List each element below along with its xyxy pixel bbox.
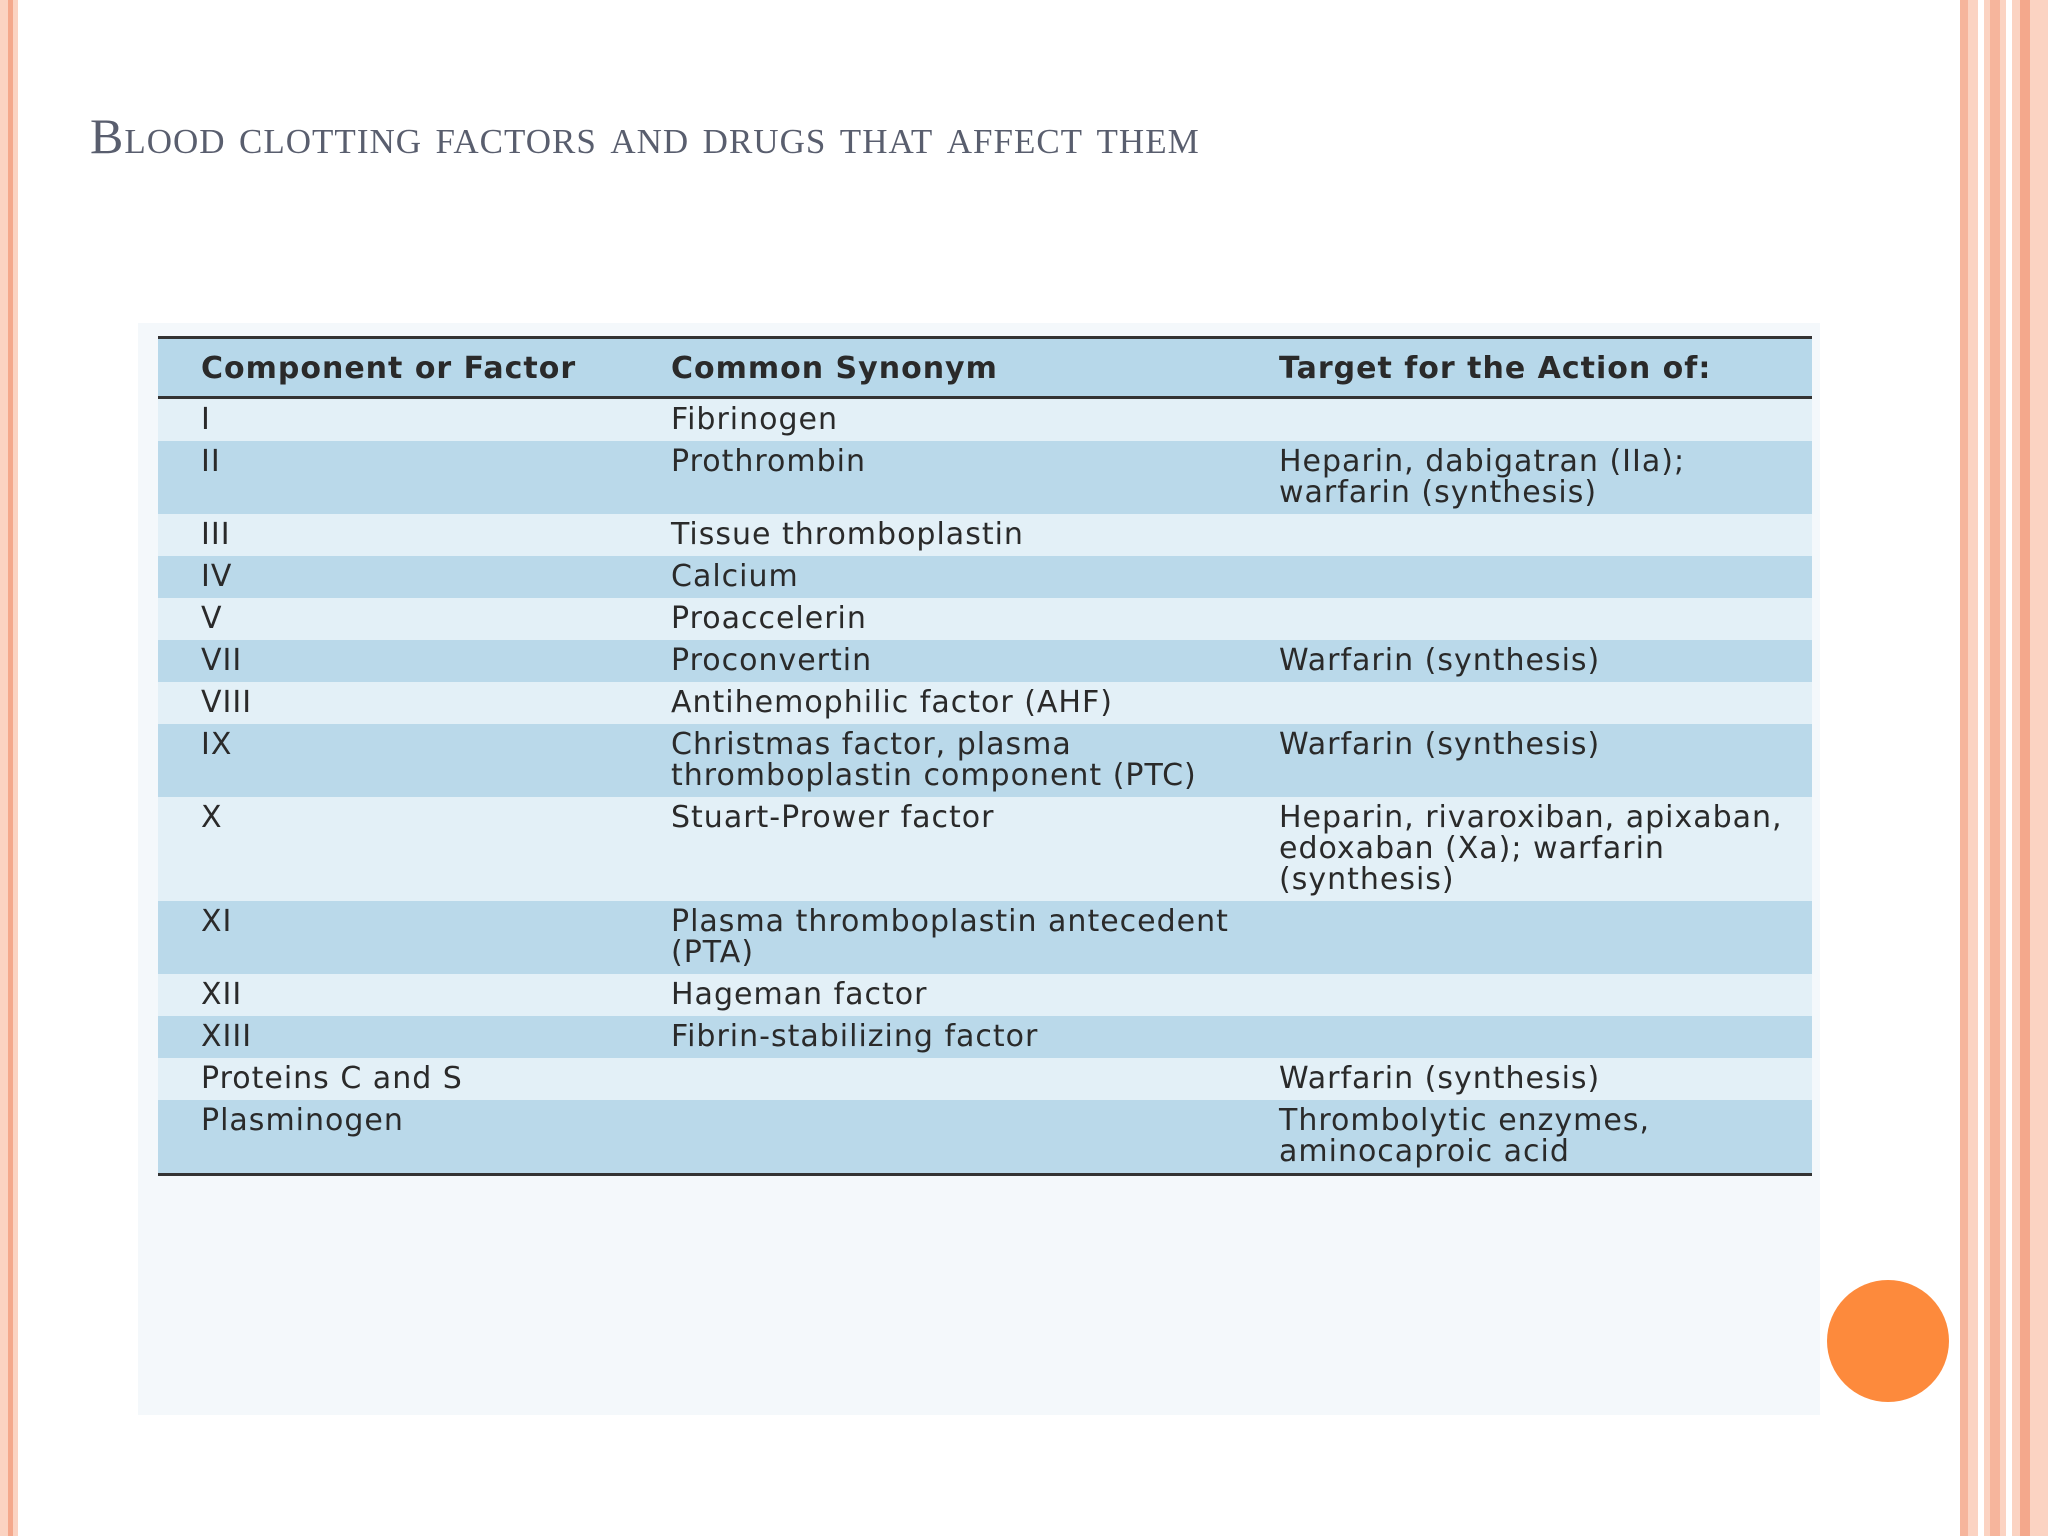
table-cell-component: III	[158, 514, 628, 556]
table-row	[158, 1100, 1812, 1175]
table-cell-target: Warfarin (synthesis)	[1236, 1058, 1812, 1100]
table-row	[158, 797, 1812, 901]
table-cell-synonym	[628, 1058, 1236, 1100]
table-cell-target	[1236, 556, 1812, 598]
table-cell-component: IV	[158, 556, 628, 598]
left-decorative-border	[0, 0, 18, 1536]
table-cell-target	[1236, 682, 1812, 724]
table-cell-target	[1236, 514, 1812, 556]
table-cell-synonym: Antihemophilic factor (AHF)	[628, 682, 1236, 724]
table-cell-synonym: Tissue thromboplastin	[628, 514, 1236, 556]
table-row	[158, 398, 1812, 442]
table-cell-target	[1236, 901, 1812, 974]
table-row	[158, 682, 1812, 724]
table-cell-synonym: Proconvertin	[628, 640, 1236, 682]
right-border-stripe	[2020, 0, 2030, 1536]
table-row	[158, 640, 1812, 682]
table-cell-target	[1236, 1016, 1812, 1058]
table-cell-synonym: Christmas factor, plasma thromboplastin component (PTC)	[628, 724, 1236, 797]
table-cell-component: II	[158, 441, 628, 514]
table-cell-target: Warfarin (synthesis)	[1236, 724, 1812, 797]
table-cell-component: XII	[158, 974, 628, 1016]
table-row	[158, 724, 1812, 797]
left-border-stripe	[8, 0, 13, 1536]
table-cell-component: XIII	[158, 1016, 628, 1058]
table-cell-target: Warfarin (synthesis)	[1236, 640, 1812, 682]
right-border-stripe	[2006, 0, 2012, 1536]
right-decorative-border	[1960, 0, 2048, 1536]
table-row	[158, 974, 1812, 1016]
table-cell-component: IX	[158, 724, 628, 797]
slide-title: Blood clotting factors and drugs that affect them	[90, 108, 1200, 164]
table-cell-component: VII	[158, 640, 628, 682]
right-border-stripe	[1990, 0, 2000, 1536]
table-cell-component: Plasminogen	[158, 1100, 628, 1175]
table-cell-component: VIII	[158, 682, 628, 724]
table-cell-synonym	[628, 1100, 1236, 1175]
column-header-synonym: Common Synonym	[628, 338, 1236, 398]
clotting-factors-table	[158, 336, 1812, 1176]
table-cell-target: Thrombolytic enzymes, aminocaproic acid	[1236, 1100, 1812, 1175]
table-row	[158, 598, 1812, 640]
table-cell-target	[1236, 974, 1812, 1016]
table-cell-synonym: Plasma thromboplastin antecedent (PTA)	[628, 901, 1236, 974]
table-row	[158, 1058, 1812, 1100]
table-row	[158, 514, 1812, 556]
table-cell-component: I	[158, 398, 628, 442]
table-cell-synonym: Stuart-Prower factor	[628, 797, 1236, 901]
table-body	[158, 398, 1812, 1175]
column-header-component: Component or Factor	[158, 338, 628, 398]
table-cell-synonym: Fibrinogen	[628, 398, 1236, 442]
table-row	[158, 1016, 1812, 1058]
table-cell-component: V	[158, 598, 628, 640]
table-cell-target	[1236, 398, 1812, 442]
table-cell-synonym: Calcium	[628, 556, 1236, 598]
table-row	[158, 556, 1812, 598]
table-row	[158, 901, 1812, 974]
right-border-stripe	[1978, 0, 1984, 1536]
table-cell-target: Heparin, rivaroxiban, apixaban, edoxaban (Xa); warfarin (synthesis)	[1236, 797, 1812, 901]
table-cell-component: XI	[158, 901, 628, 974]
table-cell-component: Proteins C and S	[158, 1058, 628, 1100]
table-cell-synonym: Proaccelerin	[628, 598, 1236, 640]
table-cell-target	[1236, 598, 1812, 640]
decorative-orange-circle	[1827, 1280, 1949, 1402]
table-header-row	[158, 338, 1812, 398]
table-cell-component: X	[158, 797, 628, 901]
table-cell-target: Heparin, dabigatran (IIa); warfarin (synthesis)	[1236, 441, 1812, 514]
column-header-target: Target for the Action of:	[1236, 338, 1812, 398]
table-row	[158, 441, 1812, 514]
table-cell-synonym: Prothrombin	[628, 441, 1236, 514]
table-cell-synonym: Fibrin-stabilizing factor	[628, 1016, 1236, 1058]
right-border-stripe	[1960, 0, 1968, 1536]
table-cell-synonym: Hageman factor	[628, 974, 1236, 1016]
